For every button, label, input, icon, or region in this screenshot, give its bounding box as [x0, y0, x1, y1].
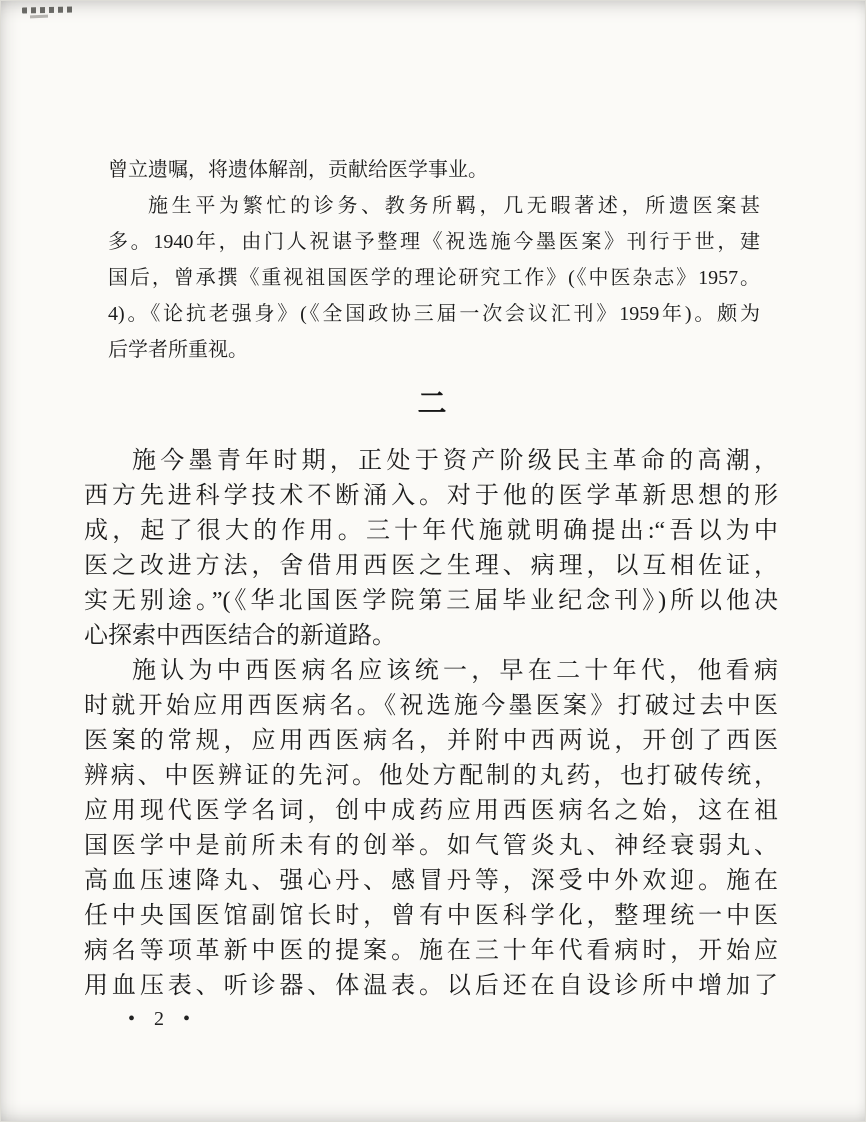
text-line: 时就开始应用西医病名。《祝选施今墨医案》打破过去中医 [84, 693, 778, 719]
text-line: 高血压速降丸、强心丹、感冒丹等，深受中外欢迎。施在 [84, 868, 778, 894]
text-line: 辨病、中医辨证的先河。他处方配制的丸药，也打破传统， [84, 763, 778, 789]
text-line: 任中央国医馆副馆长时，曾有中医科学化，整理统一中医 [84, 903, 778, 929]
intro-paragraphs [108, 152, 760, 368]
scan-smudge [22, 6, 74, 13]
text-line: 实无别途。”(《华北国医学院第三届毕业纪念刊》)所以他决 [84, 588, 778, 614]
body-paragraphs [84, 444, 778, 1004]
text-line: 国医学中是前所未有的创举。如气管炎丸、神经衰弱丸、 [84, 833, 778, 859]
text-line: 国后，曾承撰《重视祖国医学的理论研究工作》(《中医杂志》1957。 [108, 267, 760, 289]
text-line: 用血压表、听诊器、体温表。以后还在自设诊所中增加了 [84, 973, 778, 999]
text-line: 医案的常规，应用西医病名，并附中西两说，开创了西医 [84, 728, 778, 754]
text-line: 曾立遗嘱，将遗体解剖，贡献给医学事业。 [108, 159, 488, 181]
text-line: 应用现代医学名词，创中成药应用西医病名之始，这在祖 [84, 798, 778, 824]
text-line: 4)。《论抗老强身》(《全国政协三届一次会议汇刊》1959年)。颇为 [108, 303, 760, 325]
text-line: 医之改进方法，舍借用西医之生理、病理，以互相佐证， [84, 553, 778, 579]
text-line: 心探索中西医结合的新道路。 [84, 623, 396, 649]
text-line: 施今墨青年时期，正处于资产阶级民主革命的高潮， [132, 448, 778, 474]
scan-smudge-small [30, 15, 48, 19]
text-line: 成，起了很大的作用。三十年代施就明确提出:“吾以为中 [84, 518, 778, 544]
text-line: 西方先进科学技术不断涌入。对于他的医学革新思想的形 [84, 483, 778, 509]
section-heading: 二 [417, 388, 449, 420]
text-line: 病名等项革新中医的提案。施在三十年代看病时，开始应 [84, 938, 778, 964]
text-line: 后学者所重视。 [108, 339, 248, 361]
text-line: 施生平为繁忙的诊务、教务所羁，几无暇著述，所遗医案甚 [148, 195, 760, 217]
text-line: 多。1940年，由门人祝谌予整理《祝选施今墨医案》刊行于世，建 [108, 231, 760, 253]
text-line: 施认为中西医病名应该统一，早在二十年代，他看病 [132, 658, 778, 684]
page-number: • 2 • [128, 1008, 198, 1030]
